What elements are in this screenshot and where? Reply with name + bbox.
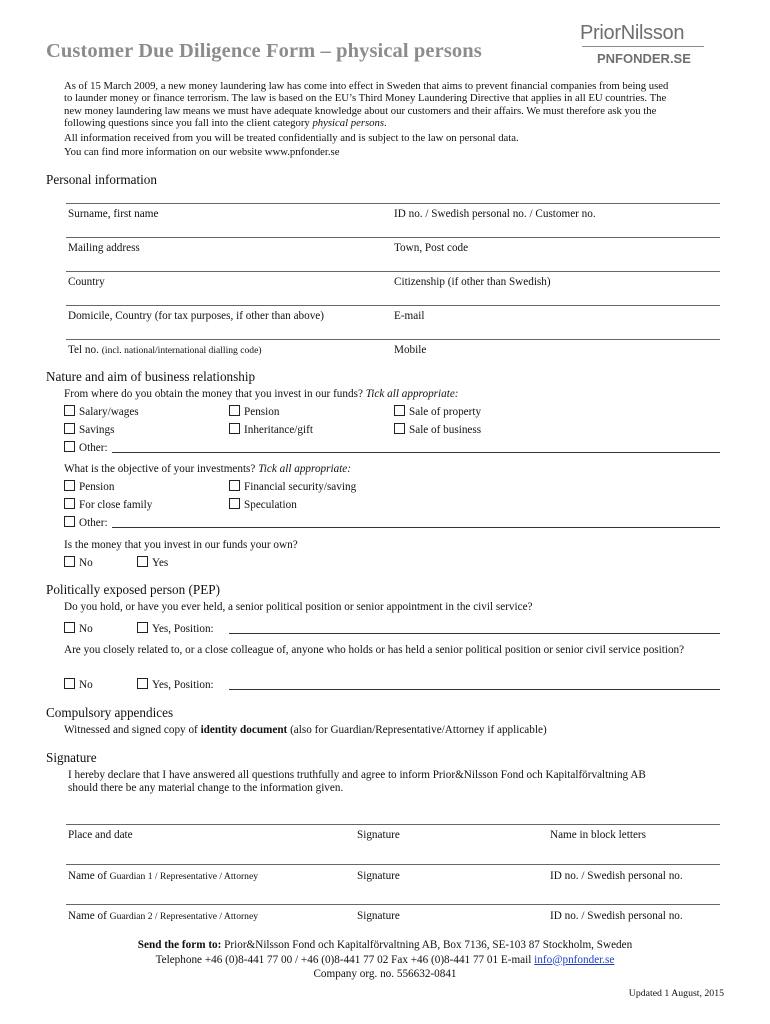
pep-question-2: Are you closely related to, or a close colleague of, anyone who holds or has held a senior political position or senior civil service position? (64, 644, 685, 656)
checkbox-icon[interactable] (64, 498, 75, 509)
option-label: Sale of property (409, 406, 482, 418)
checkbox-icon[interactable] (64, 441, 75, 452)
checkbox-salary[interactable] (64, 405, 139, 418)
guardian2-signature-field[interactable]: Signature (357, 910, 400, 922)
logo-divider (582, 46, 704, 47)
nature-heading: Nature and aim of business relationship (46, 369, 256, 384)
block-letters-field[interactable]: Name in block letters (550, 829, 646, 841)
checkbox-sale-of-business[interactable] (394, 423, 481, 436)
checkbox-own-money-yes[interactable] (137, 556, 168, 569)
page-title: Customer Due Diligence Form – physical persons (46, 40, 482, 62)
tick-instruction: Tick all appropriate: (365, 388, 459, 400)
checkbox-pension-source[interactable] (229, 405, 279, 418)
option-label: Other: (79, 517, 108, 529)
signature-field[interactable]: Signature (357, 829, 400, 841)
option-label: Financial security/saving (244, 481, 357, 493)
checkbox-icon[interactable] (64, 423, 75, 434)
checkbox-sale-of-property[interactable] (394, 405, 481, 418)
domicile-field[interactable]: Domicile, Country (for tax purposes, if other than above) (68, 310, 325, 322)
checkbox-icon[interactable] (64, 678, 75, 689)
guardian1-signature-field[interactable]: Signature (357, 870, 400, 882)
checkbox-pep2-no[interactable] (64, 678, 93, 691)
send-to-line (0, 938, 770, 953)
checkbox-icon[interactable] (137, 622, 148, 633)
source-question (64, 388, 459, 400)
option-label: Pension (244, 406, 280, 418)
checkbox-pension-objective[interactable] (64, 480, 114, 493)
country-field[interactable]: Country (68, 276, 105, 288)
guardian2-name-field[interactable] (68, 910, 258, 922)
footer (0, 938, 770, 982)
appendices-text (64, 724, 547, 736)
citizenship-field[interactable]: Citizenship (if other than Swedish) (394, 276, 551, 288)
checkbox-icon[interactable] (64, 556, 75, 567)
mobile-field[interactable]: Mobile (394, 344, 427, 356)
divider (66, 203, 720, 204)
appendices-text-end: (also for Guardian/Representative/Attorney if applicable) (287, 724, 547, 736)
signature-heading: Signature (46, 750, 97, 765)
source-question-text: From where do you obtain the money that you invest in our funds? (64, 388, 363, 400)
checkbox-pep2-yes[interactable] (137, 678, 214, 691)
option-label: No (79, 679, 93, 691)
intro-paragraph: As of 15 March 2009, a new money laundering law has come into effect in Sweden that aims to prevent financial companies from being used to launder money or finance terrorism. The law is based on the EU’s Third Money Laundering Directive that applies in all EU countries. The new money laundering law means we must have adequate knowledge about our customers and their affairs. We must therefore ask you the following questions since you fall into the client category (64, 80, 669, 130)
town-postcode-field[interactable]: Town, Post code (394, 242, 469, 254)
divider (66, 864, 720, 865)
intro-text (64, 80, 674, 158)
surname-field[interactable]: Surname, first name (68, 208, 159, 220)
checkbox-savings[interactable] (64, 423, 114, 436)
logo-website: PNFONDER.SE (597, 51, 691, 66)
divider (66, 824, 720, 825)
option-label: Speculation (244, 499, 297, 511)
identity-document-label: identity document (200, 724, 288, 736)
guardian-name-prefix: Name of (68, 870, 110, 882)
checkbox-pep1-no[interactable] (64, 622, 93, 635)
tel-note: (incl. national/international dialling code) (101, 345, 262, 356)
option-label: Yes, Position: (152, 623, 214, 635)
checkbox-inheritance[interactable] (229, 423, 313, 436)
checkbox-pep1-yes[interactable] (137, 622, 214, 635)
checkbox-icon[interactable] (137, 556, 148, 567)
checkbox-icon[interactable] (394, 423, 405, 434)
guardian2-id-field[interactable]: ID no. / Swedish personal no. (550, 910, 683, 922)
option-label: For close family (79, 499, 153, 511)
confidentiality-note: All information received from you will be treated confidentially and is subject to the law on personal data. (64, 131, 519, 144)
pep-heading: Politically exposed person (PEP) (46, 582, 220, 597)
guardian1-name-field[interactable] (68, 870, 258, 882)
guardian1-id-field[interactable]: ID no. / Swedish personal no. (550, 870, 683, 882)
intro-period: . (383, 117, 387, 130)
checkbox-icon[interactable] (229, 423, 240, 434)
option-label: No (79, 557, 93, 569)
objective-question (64, 463, 351, 475)
divider (66, 271, 720, 272)
phone-fax: Telephone +46 (0)8-441 77 00 / +46 (0)8-441 77 02 Fax +46 (0)8-441 77 01 E-mail (155, 953, 535, 966)
mailing-address-field[interactable]: Mailing address (68, 242, 140, 254)
id-number-field[interactable]: ID no. / Swedish personal no. / Customer no. (394, 208, 596, 220)
divider (66, 305, 720, 306)
checkbox-icon[interactable] (229, 480, 240, 491)
guardian-name-prefix: Name of (68, 910, 110, 922)
checkbox-icon[interactable] (229, 405, 240, 416)
contact-line (0, 953, 770, 968)
checkbox-icon[interactable] (394, 405, 405, 416)
checkbox-icon[interactable] (64, 622, 75, 633)
checkbox-speculation[interactable] (229, 498, 297, 511)
declaration-text: I hereby declare that I have answered all questions truthfully and agree to inform Prior&Nilsson Fond och Kapitalförvaltning AB should there be any material change to the information given. (68, 769, 646, 794)
option-label: Sale of business (409, 424, 482, 436)
pep1-position-input[interactable] (229, 633, 720, 634)
checkbox-own-money-no[interactable] (64, 556, 93, 569)
checkbox-other-objective[interactable] (64, 516, 108, 529)
checkbox-icon[interactable] (137, 678, 148, 689)
tick-instruction: Tick all appropriate: (258, 463, 351, 475)
guardian-role: Guardian 2 / Representative / Attorney (109, 911, 259, 922)
checkbox-icon[interactable] (64, 516, 75, 527)
appendices-heading: Compulsory appendices (46, 705, 174, 720)
checkbox-financial-security[interactable] (229, 480, 356, 493)
updated-date: Updated 1 August, 2015 (628, 988, 724, 999)
send-to-address: Prior&Nilsson Fond och Kapitalförvaltning AB, Box 7136, SE-103 87 Stockholm, Sweden (221, 939, 633, 951)
option-label: Pension (79, 481, 115, 493)
guardian-role: Guardian 1 / Representative / Attorney (109, 871, 259, 882)
checkbox-icon[interactable] (64, 480, 75, 491)
checkbox-icon[interactable] (64, 405, 75, 416)
other-objective-input[interactable] (112, 527, 720, 528)
option-label: Yes (152, 557, 169, 569)
website-note: You can find more information on our website www.pnfonder.se (64, 146, 340, 159)
intro-emphasis: physical persons (312, 117, 384, 130)
email-link[interactable]: info@pnfonder.se (534, 953, 615, 966)
option-label: Inheritance/gift (244, 424, 313, 436)
own-money-question: Is the money that you invest in our funds your own? (64, 539, 298, 551)
option-label: Yes, Position: (152, 679, 214, 691)
divider (66, 904, 720, 905)
pep-question-1: Do you hold, or have you ever held, a senior political position or senior appointment in the civil service? (64, 601, 533, 613)
company-logo: PriorNilsson (580, 22, 685, 44)
checkbox-icon[interactable] (229, 498, 240, 509)
other-source-input[interactable] (112, 452, 720, 453)
option-label: Savings (79, 424, 115, 436)
divider (66, 339, 720, 340)
email-field[interactable]: E-mail (394, 310, 425, 322)
org-number: Company org. no. 556632-0841 (313, 968, 457, 980)
checkbox-close-family[interactable] (64, 498, 152, 511)
send-to-label: Send the form to: (137, 939, 222, 951)
place-date-field[interactable]: Place and date (68, 829, 133, 841)
tel-field[interactable] (68, 344, 262, 356)
divider (66, 237, 720, 238)
personal-info-heading: Personal information (46, 172, 157, 187)
option-label: Other: (79, 442, 108, 454)
objective-question-text: What is the objective of your investments? (64, 463, 256, 475)
option-label: Salary/wages (79, 406, 139, 418)
pep2-position-input[interactable] (229, 689, 720, 690)
checkbox-other-source[interactable] (64, 441, 108, 454)
option-label: No (79, 623, 93, 635)
tel-label: Tel no. (68, 344, 99, 356)
appendices-text-start: Witnessed and signed copy of (64, 724, 201, 736)
